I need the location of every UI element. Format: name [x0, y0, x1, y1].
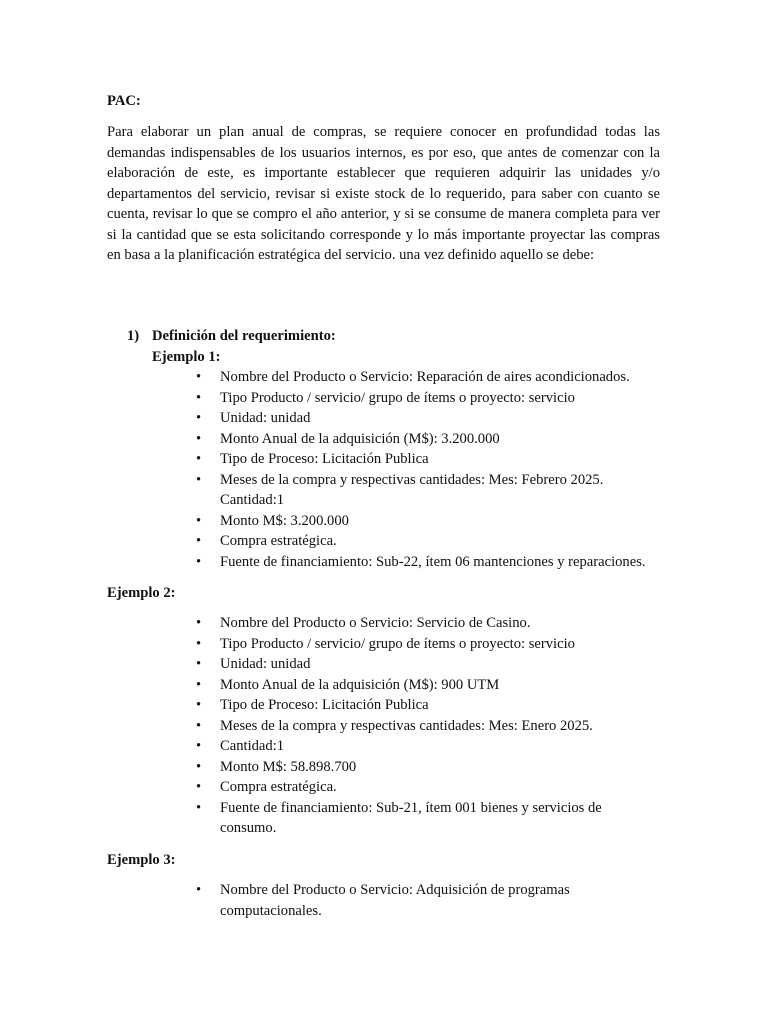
- list-item: • Tipo Producto / servicio/ grupo de ítems o proyecto: servicio: [196, 388, 656, 409]
- bullet-icon: •: [196, 738, 202, 754]
- list-item: • Meses de la compra y respectivas cantidades: Mes: Febrero 2025. Cantidad:1: [196, 471, 604, 508]
- bullet-icon: •: [196, 758, 202, 775]
- list-item: • Nombre del Producto o Servicio: Servicio de Casino.: [196, 613, 636, 634]
- section-title-text: Definición del requerimiento:: [152, 328, 336, 344]
- bullet-icon: •: [196, 430, 202, 447]
- bullet-icon: •: [196, 369, 202, 385]
- bullet-icon: •: [196, 697, 202, 713]
- intro-paragraph: Para elaborar un plan anual de compras, se requiere conocer en profundidad todas las demandas indispensables de los usuarios internos, es por eso, que antes de comenzar con la elaboración de este, es importante establecer que requieren adquirir las unidades y/o departamentos del servicio, revisar si existe stock de lo requerido, para saber con cuanto se cuenta, revisar lo que se compro el año anterior, y si se consume de manera completa para ver si la cantidad que se esta solicitando corresponde y lo más importante proyectar las compras en basa a la planificación estratégica del servicio. una vez definido aquello se debe:: [107, 124, 660, 263]
- bullet-icon: •: [196, 799, 202, 816]
- list-item: • Fuente de financiamiento: Sub-21, ítem 001 bienes y servicios de consumo.: [196, 799, 602, 836]
- bullet-icon: •: [196, 512, 202, 529]
- bullet-icon: •: [196, 389, 202, 406]
- list-item: • Compra estratégica.: [196, 531, 656, 552]
- bullet-icon: •: [196, 676, 202, 693]
- list-item: • Unidad: unidad: [196, 654, 636, 675]
- example-1-list: [196, 367, 656, 572]
- list-item: • Monto Anual de la adquisición (M$): 3.200.000: [196, 429, 656, 450]
- bullet-icon: •: [196, 779, 202, 795]
- list-item: • Monto Anual de la adquisición (M$): 900 UTM: [196, 675, 636, 696]
- list-item: • Tipo Producto / servicio/ grupo de ítems o proyecto: servicio: [196, 634, 636, 655]
- list-item: • Nombre del Producto o Servicio: Adquisición de programas computacionales.: [196, 882, 570, 919]
- example-3-list: [196, 880, 596, 921]
- section-heading: [127, 326, 336, 347]
- example-1-label: Ejemplo 1:: [152, 349, 221, 365]
- bullet-icon: •: [196, 882, 202, 898]
- list-item: • Compra estratégica.: [196, 777, 636, 798]
- bullet-icon: •: [196, 635, 202, 652]
- bullet-icon: •: [196, 471, 202, 488]
- list-item: • Monto M$: 3.200.000: [196, 511, 656, 532]
- list-item: • Nombre del Producto o Servicio: Reparación de aires acondicionados.: [196, 367, 656, 388]
- list-item: • Unidad: unidad: [196, 408, 656, 429]
- bullet-icon: •: [196, 451, 202, 467]
- bullet-icon: •: [196, 615, 202, 631]
- bullet-icon: •: [196, 717, 202, 734]
- document-title: PAC:: [107, 93, 141, 109]
- bullet-icon: •: [196, 656, 202, 672]
- list-item: • Tipo de Proceso: Licitación Publica: [196, 449, 656, 470]
- bullet-icon: •: [196, 553, 202, 570]
- list-item: • Tipo de Proceso: Licitación Publica: [196, 695, 636, 716]
- example-3-label: Ejemplo 3:: [107, 852, 176, 868]
- bullet-icon: •: [196, 410, 202, 426]
- example-2-label: Ejemplo 2:: [107, 585, 176, 601]
- list-item: • Meses de la compra y respectivas cantidades: Mes: Enero 2025.: [196, 716, 636, 737]
- section-number: 1): [127, 328, 140, 344]
- bullet-icon: •: [196, 533, 202, 549]
- example-2-list: [196, 613, 636, 839]
- list-item: • Monto M$: 58.898.700: [196, 757, 636, 778]
- list-item: • Cantidad:1: [196, 736, 636, 757]
- list-item: • Fuente de financiamiento: Sub-22, ítem 06 mantenciones y reparaciones.: [196, 552, 656, 573]
